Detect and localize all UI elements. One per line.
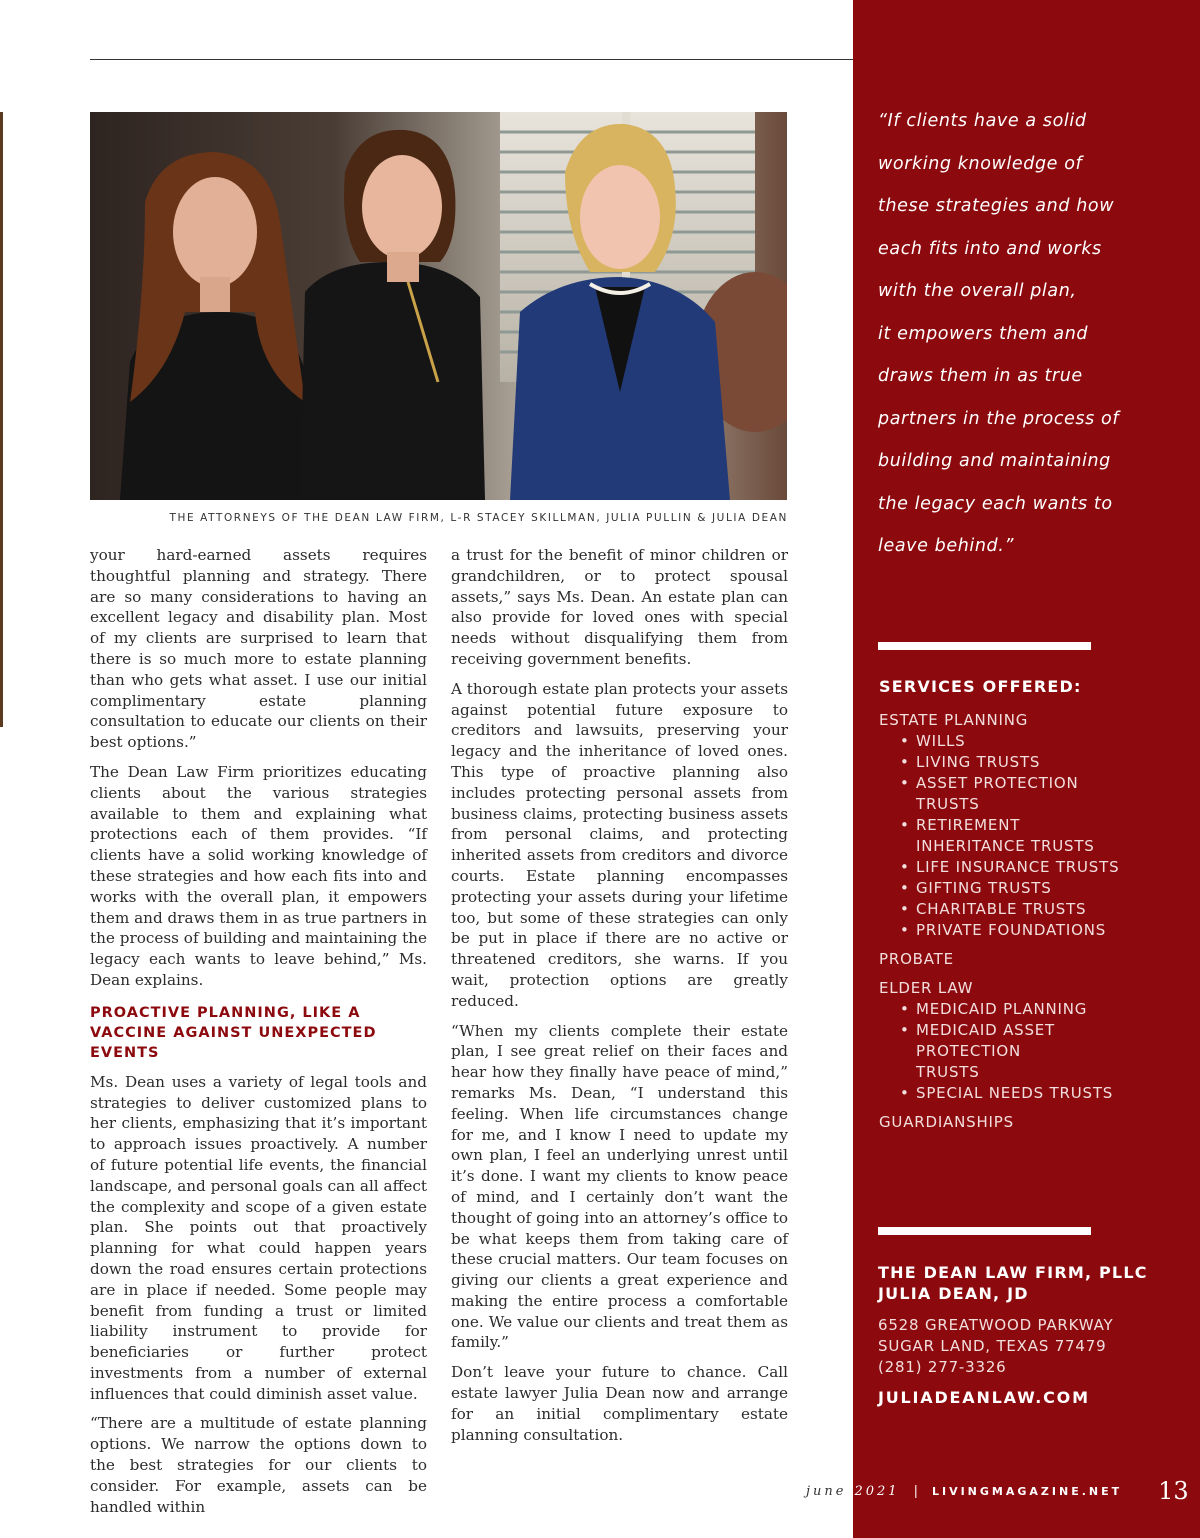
page-number: 13 [1158,1477,1189,1505]
address [878,1315,1178,1378]
sidebar-divider-top [878,642,1091,650]
service-item: • SPECIAL NEEDS TRUSTS [916,1083,1179,1104]
previous-page-edge [0,112,3,727]
address-city: SUGAR LAND, TEXAS 77479 [878,1337,1107,1355]
quote-line: “If clients have a solid [878,111,1087,131]
service-item: • ASSET PROTECTION TRUSTS [916,773,1086,815]
service-item: • PRIVATE FOUNDATIONS [916,920,1179,941]
photo-caption: THE ATTORNEYS OF THE DEAN LAW FIRM, L-R STACEY SKILLMAN, JULIA PULLIN & JULIA DEAN [169,512,788,524]
services-title: SERVICES OFFERED: [879,677,1082,696]
quote-line: building and maintaining [878,451,1111,471]
paragraph: “There are a multitude of estate planning options. We narrow the options down to the best strategies for our clients to consider. For example, assets can be handled within [90,1414,427,1516]
firm-name: THE DEAN LAW FIRM, PLLC [878,1263,1148,1282]
address-street: 6528 GREATWOOD PARKWAY [878,1316,1114,1334]
quote-line: leave behind.” [878,536,1015,556]
paragraph: The Dean Law Firm prioritizes educating clients about the various strategies available to them and explaining what protections each of them provides. “If clients have a solid working knowledge of these strategies and how each fits into and works with the overall plan, it empowers them and draws them in as true partners in the process of building and maintaining the legacy each wants to leave behind,” Ms. Dean explains. [90,762,427,989]
service-item: • GIFTING TRUSTS [916,878,1179,899]
service-group-label: ELDER LAW [879,979,974,997]
attorneys-photo [90,112,787,500]
article-column-left [90,545,427,1526]
service-item: • WILLS [916,731,1179,752]
service-group-estate-planning [879,710,1179,941]
quote-line: it empowers them and [878,323,1089,344]
service-item: • LIVING TRUSTS [916,752,1179,773]
service-group-label: GUARDIANSHIPS [879,1113,1014,1131]
service-item: • MEDICAID PLANNING [916,999,1179,1020]
quote-line: draws them in as true [878,366,1083,386]
service-item: • CHARITABLE TRUSTS [916,899,1179,920]
contact-block [878,1262,1178,1407]
attorney-name: JULIA DEAN, JD [878,1284,1029,1303]
article-column-right [451,545,788,1454]
pull-quote [878,100,1178,568]
quote-line: the legacy each wants to [878,493,1113,514]
paragraph: Ms. Dean uses a variety of legal tools and strategies to deliver customized plans to her clients, emphasizing that it’s important to approach issues proactively. A number of future potential life events, the financial landscape, and personal goals can all affect the complexity and scope of a given estate plan. She points out that proactively planning for what could happen years down the road ensures certain protections are in place if needed. Some people may benefit from funding a trust or limited liability instrument to provide for beneficiaries or further protect investments from a number of external influences that could diminish asset value. [90,1072,427,1403]
service-group-label: PROBATE [879,950,954,968]
sidebar-divider-bottom [878,1227,1091,1235]
quote-line: working knowledge of [878,153,1083,174]
issue-month: june [806,1483,847,1499]
quote-line: with the overall plan, [878,281,1077,301]
paragraph: a trust for the benefit of minor children or grandchildren, or to protect spousal assets,” says Ms. Dean. An estate plan can also provide for loved ones with special needs without disqualifying them from receiving government benefits. [451,546,788,668]
service-group-guardianships [879,1112,1179,1133]
phone-number: (281) 277-3326 [878,1358,1007,1376]
issue-year: 2021 [854,1483,900,1499]
page-footer [806,1476,1189,1506]
service-group-elder-law [879,978,1179,1104]
service-item: • MEDICAID ASSET PROTECTION TRUSTS [916,1020,1086,1083]
quote-line: each fits into and works [878,238,1102,259]
service-item: • LIFE INSURANCE TRUSTS [916,857,1179,878]
top-divider [90,59,853,60]
website-link[interactable]: JULIADEANLAW.COM [878,1388,1090,1407]
paragraph: “When my clients complete their estate plan, I see great relief on their faces and hear how they finally have peace of mind,” remarks Ms. Dean, “I understand this feeling. When life circumstances change for me, and I know I need to update my own plan, I feel an underlying unrest until it’s done. I want my clients to know peace of mind, and I certainly don’t want the thought of going into an attorney’s office to be what keeps them from taking care of these crucial matters. Our team focuses on giving our clients a great experience and making the entire process a comfortable one. We value our clients and treat them as family.” [451,1021,788,1352]
quote-line: partners in the process of [878,408,1120,429]
section-heading: PROACTIVE PLANNING, LIKE A VACCINE AGAINST UNEXPECTED EVENTS [90,1004,377,1061]
services-list [879,677,1179,1141]
service-group-label: ESTATE PLANNING [879,711,1029,729]
footer-separator: | [913,1483,918,1499]
paragraph: Don’t leave your future to chance. Call estate lawyer Julia Dean now and arrange for an initial complimentary estate planning consultation. [451,1363,788,1444]
magazine-website[interactable]: LIVINGMAGAZINE.NET [931,1484,1123,1498]
paragraph: A thorough estate plan protects your assets against potential future exposure to creditors and lawsuits, preserving your legacy and the inheritance of loved ones. This type of proactive planning also includes protecting personal assets from business claims, protecting business assets from personal claims, and protecting inherited assets from creditors and divorce courts. Estate planning encompasses protecting your assets during your lifetime too, but some of these strategies can only be put in place if there are no active or threatened creditors, she warns. If you wait, protection options are greatly reduced. [451,679,789,1010]
paragraph: your hard-earned assets requires thoughtful planning and strategy. There are so many considerations to having an excellent legacy and disability plan. Most of my clients are surprised to learn that there is so much more to estate planning than who gets what asset. I use our initial complimentary estate planning consultation to educate our clients on their best options.” [90,546,427,752]
quote-line: these strategies and how [878,196,1115,216]
service-item: • RETIREMENT INHERITANCE TRUSTS [916,815,1096,857]
service-group-probate [879,949,1179,970]
